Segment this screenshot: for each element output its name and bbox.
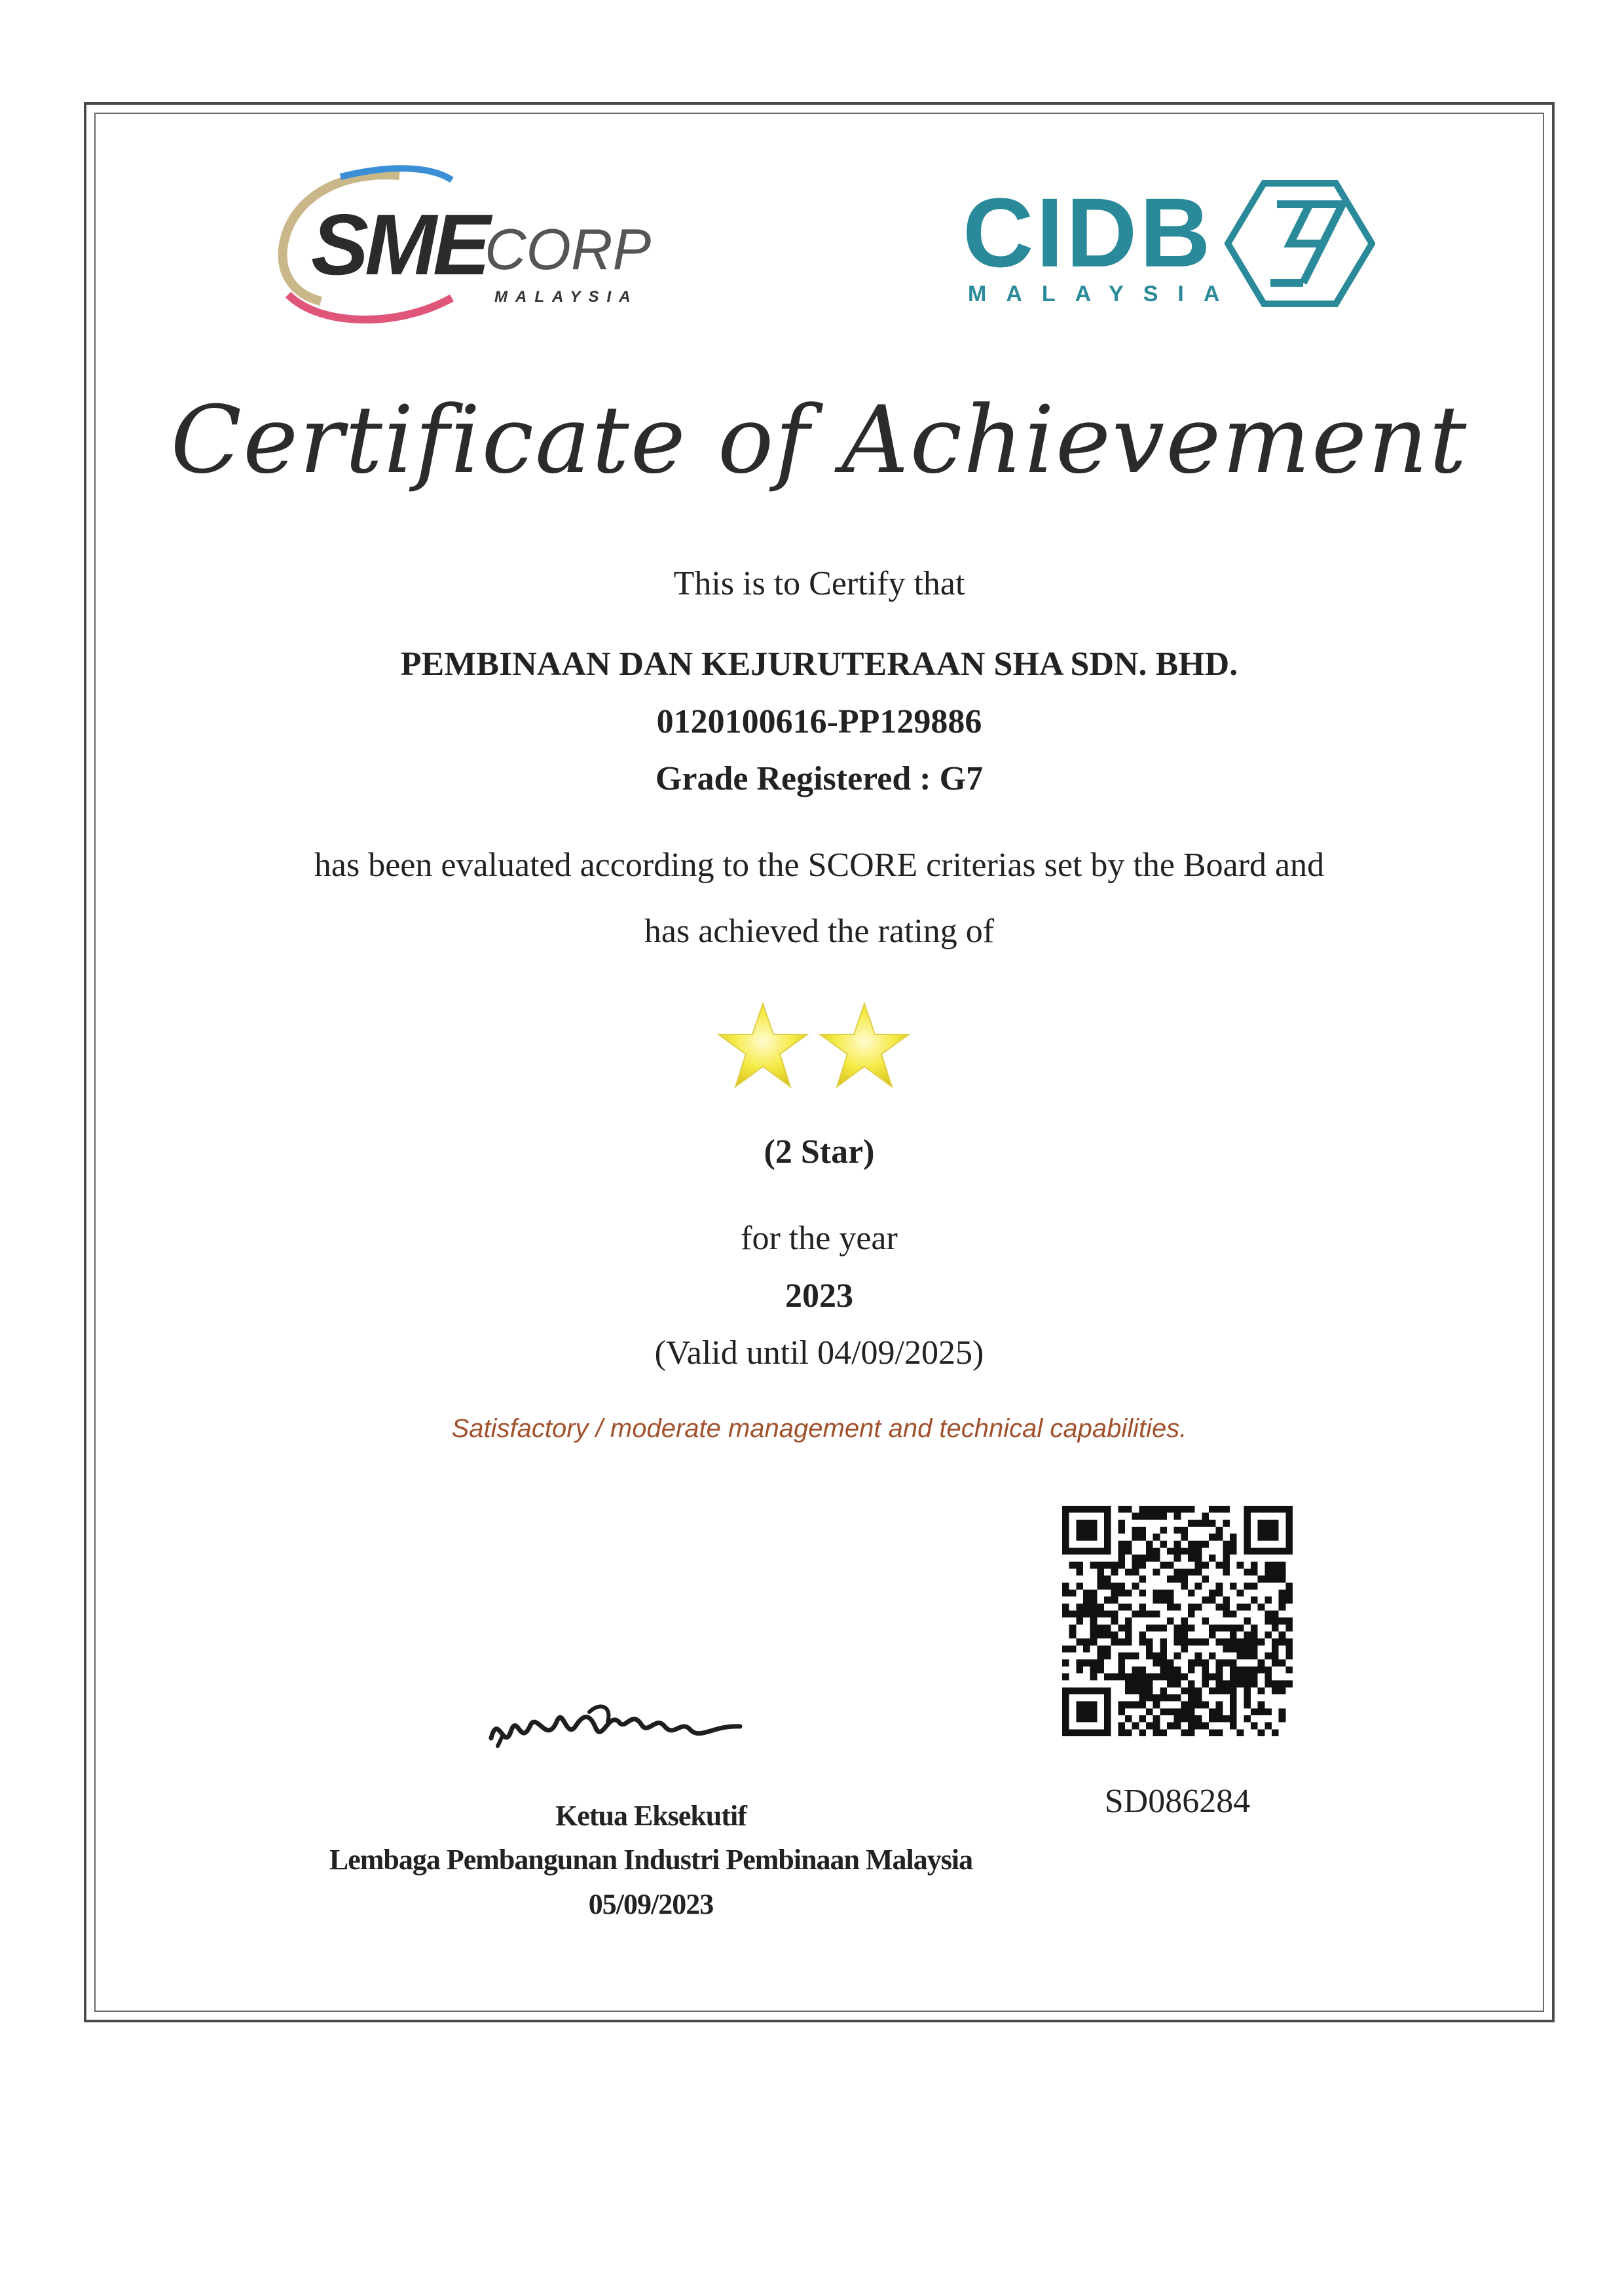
smecorp-sme-text: SME [311, 196, 487, 293]
star-rating [717, 1000, 913, 1095]
rating-year: 2023 [785, 1277, 853, 1315]
star-label: (2 Star) [764, 1133, 875, 1171]
evaluation-text-line2: has achieved the rating of [644, 913, 995, 950]
evaluation-text-line1: has been evaluated according to the SCORE criterias set by the Board and [314, 847, 1325, 884]
signature [485, 1686, 747, 1764]
cidb-hexagon-icon [1225, 178, 1375, 309]
serial-number: SD086284 [1104, 1783, 1251, 1820]
company-name: PEMBINAAN DAN KEJURUTERAAN SHA SDN. BHD. [400, 646, 1238, 683]
cidb-wordmark-text: CIDB [963, 177, 1213, 287]
smecorp-logo [262, 164, 668, 340]
qr-code [1062, 1506, 1293, 1736]
smecorp-country-text: MALAYSIA [494, 288, 638, 306]
smecorp-corp-text: CORP [485, 217, 652, 282]
certificate-title: Certificate of Achievement [170, 386, 1468, 494]
validity-text: (Valid until 04/09/2025) [654, 1334, 984, 1372]
signature-date: 05/09/2023 [588, 1888, 714, 1920]
registered-grade: Grade Registered : G7 [655, 760, 984, 797]
rating-description: Satisfactory / moderate management and technical capabilities. [451, 1414, 1187, 1443]
cidb-country-text: MALAYSIA [968, 282, 1240, 306]
star-icon [820, 1004, 909, 1087]
star-icon [718, 1004, 807, 1087]
year-intro: for the year [741, 1220, 898, 1257]
signatory-organization: Lembaga Pembangunan Industri Pembinaan Malaysia [329, 1844, 973, 1876]
certify-intro: This is to Certify that [673, 565, 965, 602]
signatory-title: Ketua Eksekutif [555, 1800, 747, 1832]
registration-number: 0120100616-PP129886 [656, 703, 982, 740]
cidb-logo [963, 177, 1382, 327]
qr-modules [1062, 1506, 1293, 1736]
